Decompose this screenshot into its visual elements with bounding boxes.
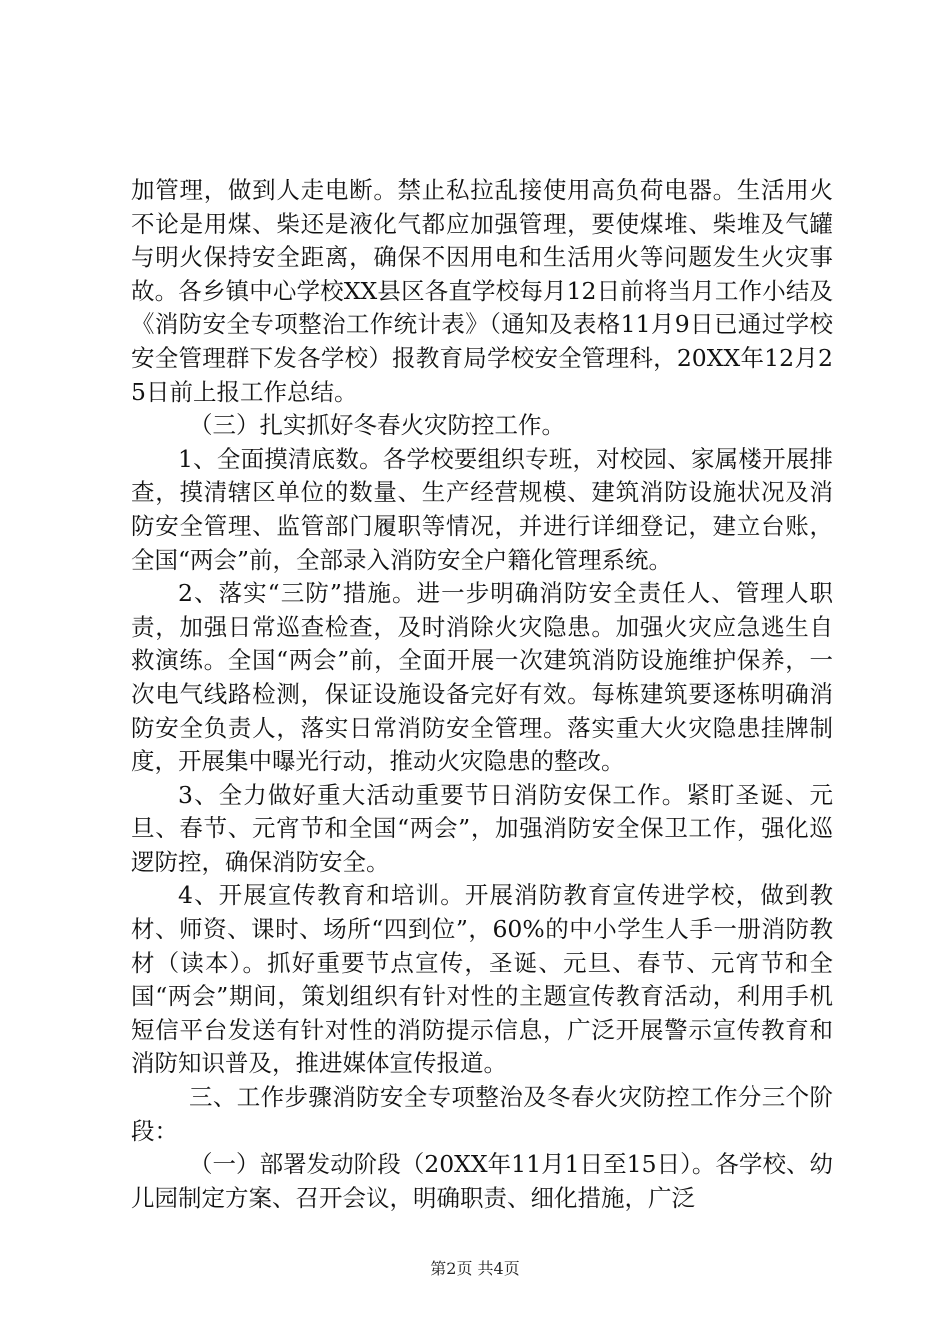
paragraph-item-1: 1、全面摸清底数。各学校要组织专班，对校园、家属楼开展排查，摸清辖区单位的数量、生产经营规模、建筑消防设施状况及消防安全管理、监管部门履职等情况，并进行详细登记，建立台账，全国“两会”前，全部录入消防安全户籍化管理系统。 [131, 444, 833, 574]
paragraph-item-2: 2、落实“三防”措施。进一步明确消防安全责任人、管理人职责，加强日常巡查检查，及时消除火灾隐患。加强火灾应急逃生自救演练。全国“两会”前，全面开展一次建筑消防设施维护保养，一次电气线路检测，保证设施设备完好有效。每栋建筑要逐栋明确消防安全负责人，落实日常消防安全管理。落实重大火灾隐患挂牌制度，开展集中曝光行动，推动火灾隐患的整改。 [131, 579, 833, 776]
section-heading-3: （三）扎实抓好冬春火灾防控工作。 [189, 411, 565, 440]
section-heading-steps: 三、工作步骤消防安全专项整治及冬春火灾防控工作分三个阶段： [131, 1083, 833, 1145]
document-body [131, 174, 833, 1215]
paragraph-continuation: 加管理，做到人走电断。禁止私拉乱接使用高负荷电器。生活用火不论是用煤、柴还是液化气都应加强管理，要使煤堆、柴堆及气罐与明火保持安全距离，确保不因用电和生活用火等问题发生火灾事故。各乡镇中心学校XX县区各直学校每月12日前将当月工作小结及《消防安全专项整治工作统计表》（通知及表格11月9日已通过学校安全管理群下发各学校）报教育局学校安全管理科，20XX年12月25日前上报工作总结。 [131, 176, 833, 406]
page-number-footer: 第2页 共4页 [430, 1259, 520, 1278]
paragraph-phase-1: （一）部署发动阶段（20XX年11月1日至15日）。各学校、幼儿园制定方案、召开会议，明确职责、细化措施，广泛 [131, 1150, 833, 1212]
paragraph-item-3: 3、全力做好重大活动重要节日消防安保工作。紧盯圣诞、元旦、春节、元宵节和全国“两会”，加强消防安全保卫工作，强化巡逻防控，确保消防安全。 [131, 780, 833, 876]
paragraph-item-4: 4、开展宣传教育和培训。开展消防教育宣传进学校，做到教材、师资、课时、场所“四到位”，60%的中小学生人手一册消防教材（读本）。抓好重要节点宣传，圣诞、元旦、春节、元宵节和全国“两会”期间，策划组织有针对性的主题宣传教育活动，利用手机短信平台发送有针对性的消防提示信息，广泛开展警示宣传教育和消防知识普及，推进媒体宣传报道。 [131, 881, 833, 1078]
